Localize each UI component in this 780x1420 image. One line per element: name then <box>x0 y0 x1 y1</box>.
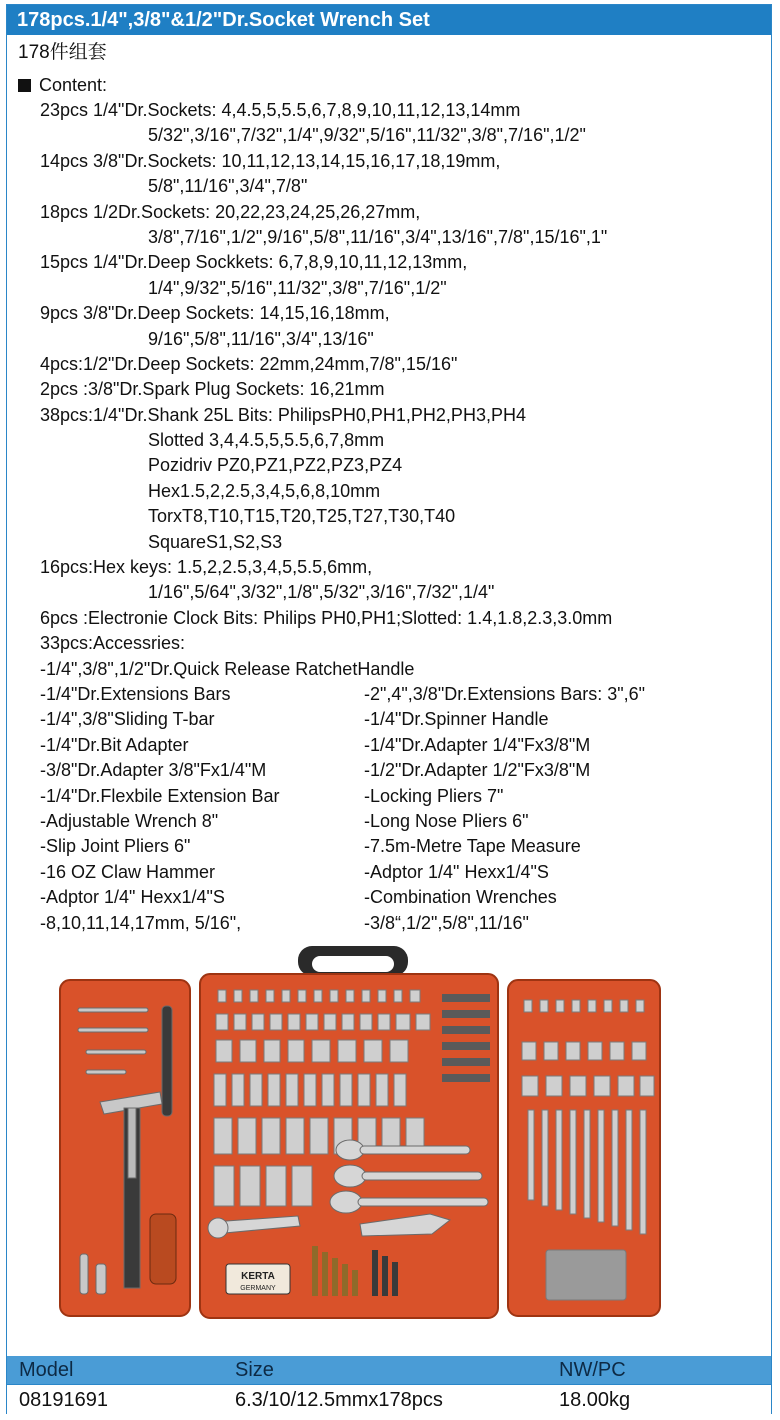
accessory-item: -Adptor 1/4" Hexx1/4"S <box>364 861 549 882</box>
content-line: -1/4",3/8",1/2"Dr.Quick Release RatchetHandle <box>40 658 415 679</box>
column-header-size: Size <box>235 1359 274 1381</box>
column-header-weight: NW/PC <box>559 1359 626 1381</box>
accessory-item: -3/8“,1/2",5/8",11/16" <box>364 912 529 933</box>
accessory-item: -Adptor 1/4" Hexx1/4"S <box>40 887 225 908</box>
content-line: Hex1.5,2,2.5,3,4,5,6,8,10mm <box>148 480 381 501</box>
bullet-square-icon <box>18 79 31 92</box>
content-line: 33pcs:Accessries: <box>40 633 186 654</box>
accessory-row <box>40 834 770 859</box>
accessory-item: -1/4"Dr.Bit Adapter <box>40 734 189 755</box>
content-line: SquareS1,S2,S3 <box>148 531 283 552</box>
product-title: 178pcs.1/4",3/8"&1/2"Dr.Socket Wrench Set <box>7 5 771 35</box>
accessory-row <box>40 784 770 809</box>
content-line: 5/32",3/16",7/32",1/4",9/32",5/16",11/32",3/8",7/16",1/2" <box>148 125 586 146</box>
accessory-item: -2",4",3/8"Dr.Extensions Bars: 3",6" <box>364 684 646 704</box>
content-list <box>40 98 770 682</box>
content-heading-label: Content: <box>39 75 108 95</box>
brand-label <box>226 1264 290 1294</box>
accessories-list <box>40 682 770 936</box>
content-line: 23pcs 1/4"Dr.Sockets: 4,4.5,5,5.5,6,7,8,9,10,11,12,13,14mm <box>40 100 521 120</box>
weight-value: 18.00kg <box>559 1389 631 1411</box>
content-line: 9/16",5/8",11/16",3/4",13/16" <box>148 328 374 349</box>
content-line: 14pcs 3/8"Dr.Sockets: 10,11,12,13,14,15,16,17,18,19mm, <box>40 150 501 171</box>
spec-table-row <box>7 1384 771 1414</box>
content-heading <box>18 73 107 97</box>
accessory-item: -1/2"Dr.Adapter 1/2"Fx3/8"M <box>364 760 591 781</box>
accessory-row <box>40 758 770 783</box>
accessory-item: -3/8"Dr.Adapter 3/8"Fx1/4"M <box>40 760 267 781</box>
accessory-item: -Adjustable Wrench 8" <box>40 810 219 831</box>
accessory-item: -1/4"Dr.Adapter 1/4"Fx3/8"M <box>364 734 591 755</box>
content-line: TorxT8,T10,T15,T20,T25,T27,T30,T40 <box>148 506 456 527</box>
column-header-model: Model <box>19 1359 74 1381</box>
product-photo <box>50 944 670 1324</box>
accessory-row <box>40 885 770 910</box>
accessory-row <box>40 707 770 732</box>
content-line: 2pcs :3/8"Dr.Spark Plug Sockets: 16,21mm <box>40 379 385 400</box>
content-line: 4pcs:1/2"Dr.Deep Sockets: 22mm,24mm,7/8",15/16" <box>40 353 458 374</box>
accessory-row <box>40 733 770 758</box>
accessory-row <box>40 911 770 936</box>
content-line: 16pcs:Hex keys: 1.5,2,2.5,3,4,5,5.5,6mm, <box>40 557 373 578</box>
spec-table-header <box>7 1356 771 1384</box>
accessory-item: -16 OZ Claw Hammer <box>40 861 216 882</box>
content-line: 1/4",9/32",5/16",11/32",3/8",7/16",1/2" <box>148 277 447 298</box>
content-line: 5/8",11/16",3/4",7/8" <box>148 176 308 197</box>
content-line: 1/16",5/64",3/32",1/8",5/32",3/16",7/32",1/4" <box>148 582 495 603</box>
brand-subtext: GERMANY <box>240 1285 276 1292</box>
accessory-item: -1/4",3/8"Sliding T-bar <box>40 709 215 730</box>
case-handle <box>298 946 408 976</box>
brand-name: KERTA <box>241 1271 275 1282</box>
accessory-row <box>40 860 770 885</box>
content-line: 18pcs 1/2Dr.Sockets: 20,22,23,24,25,26,27mm, <box>40 201 421 222</box>
product-subtitle: 178件组套 <box>18 42 107 63</box>
size-value: 6.3/10/12.5mmx178pcs <box>235 1389 443 1411</box>
accessory-item: -1/4"Dr.Extensions Bars <box>40 684 231 704</box>
model-value: 08191691 <box>19 1389 108 1411</box>
accessory-item: -8,10,11,14,17mm, 5/16", <box>40 912 242 933</box>
content-line: 3/8",7/16",1/2",9/16",5/8",11/16",3/4",13/16",7/8",15/16",1" <box>148 226 608 247</box>
accessory-item: -Slip Joint Pliers 6" <box>40 836 191 857</box>
accessory-item: -1/4"Dr.Spinner Handle <box>364 709 549 730</box>
accessory-row <box>40 682 770 707</box>
content-line: Pozidriv PZ0,PZ1,PZ2,PZ3,PZ4 <box>148 455 403 476</box>
accessory-item: -Locking Pliers 7" <box>364 785 504 806</box>
content-line: Slotted 3,4,4.5,5,5.5,6,7,8mm <box>148 430 385 451</box>
accessory-item: -Long Nose Pliers 6" <box>364 810 529 831</box>
accessory-item: -1/4"Dr.Flexbile Extension Bar <box>40 785 280 806</box>
accessory-item: -Combination Wrenches <box>364 887 557 908</box>
accessory-item: -7.5m-Metre Tape Measure <box>364 836 581 857</box>
content-line: 6pcs :Electronie Clock Bits: Philips PH0,PH1;Slotted: 1.4,1.8,2.3,3.0mm <box>40 607 613 628</box>
content-line: 9pcs 3/8"Dr.Deep Sockets: 14,15,16,18mm, <box>40 303 390 324</box>
content-line: 15pcs 1/4"Dr.Deep Sockkets: 6,7,8,9,10,11,12,13mm, <box>40 252 468 273</box>
content-line: 38pcs:1/4"Dr.Shank 25L Bits: PhilipsPH0,PH1,PH2,PH3,PH4 <box>40 404 526 425</box>
accessory-row <box>40 809 770 834</box>
